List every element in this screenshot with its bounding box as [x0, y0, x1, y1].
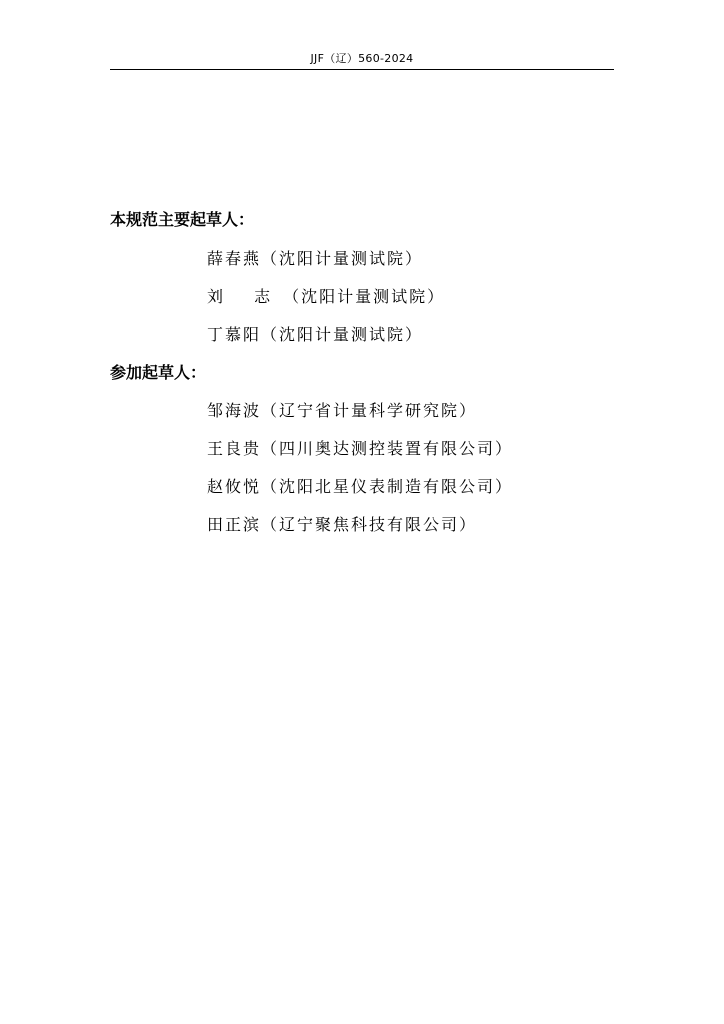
drafter-organization: 沈阳北星仪表制造有限公司 — [279, 477, 496, 496]
main-drafter-entry — [207, 325, 423, 345]
close-paren: ） — [427, 287, 446, 306]
main-drafter-entry — [207, 287, 445, 307]
open-paren: （ — [283, 287, 302, 306]
participating-drafter-entry — [207, 439, 513, 459]
open-paren: （ — [261, 477, 280, 496]
close-paren: ） — [405, 249, 424, 268]
drafter-name: 邹海波 — [207, 401, 262, 420]
open-paren: （ — [261, 439, 280, 458]
participating-drafter-entry — [207, 401, 477, 421]
close-paren: ） — [405, 325, 424, 344]
drafter-organization: 辽宁聚焦科技有限公司 — [279, 515, 460, 534]
participating-drafter-entry — [207, 477, 513, 497]
drafter-name: 田正滨 — [207, 515, 262, 534]
main-drafter-entry — [207, 249, 423, 269]
participating-drafter-entry — [207, 515, 477, 535]
close-paren: ） — [495, 439, 514, 458]
drafter-organization: 沈阳计量测试院 — [279, 325, 406, 344]
drafter-organization: 沈阳计量测试院 — [279, 249, 406, 268]
participating-drafters-heading: 参加起草人： — [110, 363, 207, 382]
drafter-organization: 辽宁省计量科学研究院 — [279, 401, 460, 420]
close-paren: ） — [459, 515, 478, 534]
drafter-name: 薛春燕 — [207, 249, 262, 268]
open-paren: （ — [261, 325, 280, 344]
drafter-name: 丁慕阳 — [207, 325, 262, 344]
open-paren: （ — [261, 401, 280, 420]
open-paren: （ — [261, 249, 280, 268]
drafter-name: 赵攸悦 — [207, 477, 262, 496]
drafter-name: 王良贵 — [207, 439, 262, 458]
drafter-name: 刘 志 — [207, 287, 284, 306]
open-paren: （ — [261, 515, 280, 534]
standard-code-header: JJF（辽）560-2024 — [310, 52, 414, 65]
close-paren: ） — [495, 477, 514, 496]
main-drafters-heading: 本规范主要起草人： — [110, 210, 255, 229]
close-paren: ） — [459, 401, 478, 420]
header-divider — [110, 69, 614, 70]
drafter-organization: 沈阳计量测试院 — [301, 287, 428, 306]
drafter-organization: 四川奥达测控装置有限公司 — [279, 439, 496, 458]
